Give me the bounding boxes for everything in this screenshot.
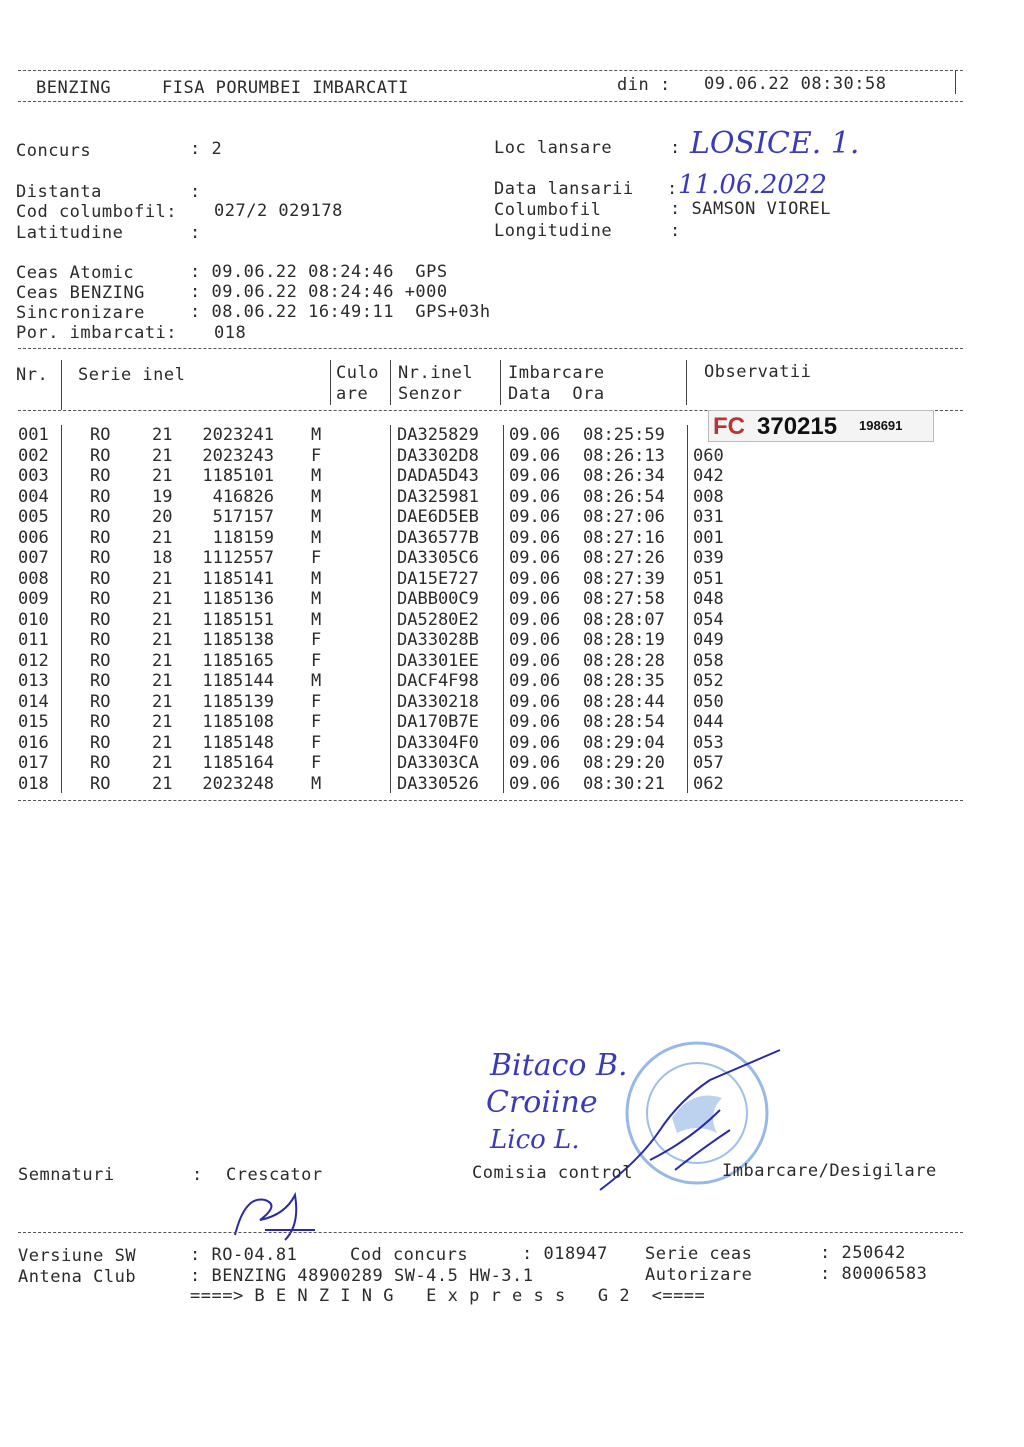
header-edge bbox=[955, 70, 956, 94]
serie-ceas-value: : 250642 bbox=[820, 1243, 906, 1263]
cell-sex: M bbox=[311, 425, 322, 445]
cell-nr: 014 bbox=[18, 691, 49, 712]
col-header-senzor: Senzor bbox=[398, 384, 463, 404]
cell-sen: DA170B7E bbox=[397, 712, 479, 732]
body-col-sep bbox=[390, 425, 391, 793]
table-row bbox=[0, 692, 1024, 713]
cell-yr: 18 bbox=[152, 548, 173, 568]
cell-dt: 09.06 bbox=[509, 548, 561, 568]
latitudine-label: Latitudine bbox=[16, 223, 124, 243]
cell-nr: 008 bbox=[18, 568, 49, 589]
cod-columbofil-label: Cod columbofil: bbox=[16, 202, 178, 222]
cell-dt: 09.06 bbox=[509, 630, 561, 650]
cell-dt: 09.06 bbox=[509, 773, 561, 794]
cell-dt: 09.06 bbox=[509, 691, 561, 712]
table-row bbox=[0, 610, 1024, 631]
col-header-nr: Nr. bbox=[16, 365, 49, 385]
cell-obs: 053 bbox=[693, 732, 724, 753]
cell-sen: DA3303CA bbox=[397, 753, 479, 773]
cell-yr: 21 bbox=[152, 527, 173, 548]
cell-ring: 2023248 bbox=[202, 773, 274, 794]
cell-sex: M bbox=[311, 773, 322, 794]
cell-obs: 001 bbox=[693, 527, 724, 548]
crescator-label: Crescator bbox=[226, 1165, 323, 1185]
cell-dt: 09.06 bbox=[509, 753, 561, 773]
header-col-sep bbox=[686, 360, 687, 405]
cell-nr: 016 bbox=[18, 732, 49, 753]
cell-sen: DAE6D5EB bbox=[397, 507, 479, 527]
din-value: 09.06.22 08:30:58 bbox=[704, 74, 887, 94]
cell-dt: 09.06 bbox=[509, 650, 561, 671]
cell-sex: F bbox=[311, 691, 322, 712]
cod-columbofil-value: 027/2 029178 bbox=[214, 201, 343, 221]
header-divider bbox=[18, 101, 963, 102]
cell-ring: 1185138 bbox=[202, 630, 274, 650]
cell-nr: 012 bbox=[18, 650, 49, 671]
data-lansarii-handwritten: 11.06.2022 bbox=[678, 170, 827, 200]
cell-cty: RO bbox=[90, 507, 111, 527]
cell-dt: 09.06 bbox=[509, 445, 561, 466]
latitudine-value: : bbox=[190, 223, 201, 243]
cell-sex: M bbox=[311, 527, 322, 548]
cell-cty: RO bbox=[90, 609, 111, 630]
header-col-sep bbox=[500, 360, 501, 405]
cell-sex: F bbox=[311, 548, 322, 568]
cell-yr: 21 bbox=[152, 568, 173, 589]
table-row bbox=[0, 774, 1024, 795]
cell-cty: RO bbox=[90, 691, 111, 712]
body-col-sep bbox=[61, 425, 62, 793]
sincronizare-label: Sincronizare bbox=[16, 303, 145, 323]
cell-ring: 1185148 bbox=[202, 732, 274, 753]
cell-dt: 09.06 bbox=[509, 568, 561, 589]
header-col-sep bbox=[61, 360, 62, 410]
cell-tm: 08:29:20 bbox=[583, 753, 665, 773]
cell-sex: F bbox=[311, 753, 322, 773]
cell-cty: RO bbox=[90, 773, 111, 794]
cell-ring: 1185139 bbox=[202, 691, 274, 712]
cell-obs: 008 bbox=[693, 486, 724, 507]
cell-obs: 052 bbox=[693, 671, 724, 691]
semnaturi-label: Semnaturi bbox=[18, 1165, 115, 1185]
sticker-number: 370215 bbox=[757, 413, 838, 440]
table-row bbox=[0, 712, 1024, 733]
cell-tm: 08:26:13 bbox=[583, 445, 665, 466]
cell-cty: RO bbox=[90, 527, 111, 548]
cell-cty: RO bbox=[90, 650, 111, 671]
cell-ring: 2023243 bbox=[202, 445, 274, 466]
cell-obs: 058 bbox=[693, 650, 724, 671]
cell-tm: 08:26:54 bbox=[583, 486, 665, 507]
table-row bbox=[0, 466, 1024, 487]
cell-cty: RO bbox=[90, 548, 111, 568]
cell-sex: M bbox=[311, 671, 322, 691]
cod-concurs-label: Cod concurs bbox=[350, 1245, 469, 1265]
header-col-sep bbox=[390, 360, 391, 405]
sticker-prefix: FC bbox=[713, 413, 745, 440]
benzing-express-banner: ====> B E N Z I N G E x p r e s s G 2 <==== bbox=[190, 1286, 706, 1306]
columbofil-label: Columbofil bbox=[494, 200, 602, 220]
imbarcare-desigilare-label: Imbarcare/Desigilare bbox=[722, 1161, 937, 1181]
cell-sen: DA330218 bbox=[397, 691, 479, 712]
table-top-divider bbox=[18, 348, 963, 349]
cell-tm: 08:28:54 bbox=[583, 712, 665, 732]
col-header-data-ora: Data Ora bbox=[508, 384, 605, 404]
cell-obs: 042 bbox=[693, 466, 724, 486]
porumbei-imbarcati-label: Por. imbarcati: bbox=[16, 323, 178, 343]
cell-yr: 21 bbox=[152, 609, 173, 630]
cell-sex: M bbox=[311, 589, 322, 609]
cell-sex: F bbox=[311, 630, 322, 650]
table-row bbox=[0, 753, 1024, 774]
cell-sex: F bbox=[311, 445, 322, 466]
cell-tm: 08:30:21 bbox=[583, 773, 665, 794]
cell-yr: 21 bbox=[152, 753, 173, 773]
cell-sen: DA15E727 bbox=[397, 568, 479, 589]
antena-club-value: : BENZING 48900289 SW-4.5 HW-3.1 bbox=[190, 1266, 534, 1286]
cell-yr: 21 bbox=[152, 650, 173, 671]
cell-tm: 08:26:34 bbox=[583, 466, 665, 486]
cell-ring: 416826 bbox=[212, 486, 274, 507]
sincronizare-value: : 08.06.22 16:49:11 GPS+03h bbox=[190, 302, 491, 322]
cell-obs: 051 bbox=[693, 568, 724, 589]
cell-ring: 1185141 bbox=[202, 568, 274, 589]
cell-ring: 1185144 bbox=[202, 671, 274, 691]
cell-tm: 08:25:59 bbox=[583, 425, 665, 445]
din-label: din : bbox=[617, 75, 671, 95]
columbofil-value: : SAMSON VIOREL bbox=[670, 199, 832, 219]
table-row bbox=[0, 733, 1024, 754]
cell-nr: 015 bbox=[18, 712, 49, 732]
cell-ring: 1185164 bbox=[202, 753, 274, 773]
cell-tm: 08:28:44 bbox=[583, 691, 665, 712]
cell-yr: 21 bbox=[152, 589, 173, 609]
cell-ring: 1185151 bbox=[202, 609, 274, 630]
cell-tm: 08:27:06 bbox=[583, 507, 665, 527]
cell-sen: DA33028B bbox=[397, 630, 479, 650]
sticker-small-number: 198691 bbox=[859, 418, 903, 433]
cell-tm: 08:29:04 bbox=[583, 732, 665, 753]
cell-sen: DA3304F0 bbox=[397, 732, 479, 753]
cell-yr: 21 bbox=[152, 691, 173, 712]
header-brand: BENZING bbox=[36, 78, 112, 98]
cell-sex: M bbox=[311, 568, 322, 589]
loc-lansare-handwritten: LOSICE. 1. bbox=[690, 126, 860, 161]
ceas-atomic-value: : 09.06.22 08:24:46 GPS bbox=[190, 262, 448, 282]
longitudine-value: : bbox=[670, 221, 681, 241]
cell-cty: RO bbox=[90, 425, 111, 445]
cell-obs: 031 bbox=[693, 507, 724, 527]
cell-sen: DA325829 bbox=[397, 425, 479, 445]
cell-cty: RO bbox=[90, 732, 111, 753]
cell-nr: 001 bbox=[18, 425, 49, 445]
table-bottom-divider bbox=[18, 800, 963, 801]
cell-dt: 09.06 bbox=[509, 527, 561, 548]
body-col-sep bbox=[503, 425, 504, 793]
cell-cty: RO bbox=[90, 466, 111, 486]
table-row bbox=[0, 507, 1024, 528]
col-header-imbarcare: Imbarcare bbox=[508, 363, 605, 383]
cell-tm: 08:28:07 bbox=[583, 609, 665, 630]
comisia-control-label: Comisia control bbox=[472, 1163, 634, 1183]
cell-obs: 048 bbox=[693, 589, 724, 609]
cell-nr: 009 bbox=[18, 589, 49, 609]
cell-dt: 09.06 bbox=[509, 486, 561, 507]
cod-concurs-value: : 018947 bbox=[522, 1244, 608, 1264]
cell-obs: 044 bbox=[693, 712, 724, 732]
cell-yr: 21 bbox=[152, 671, 173, 691]
cell-nr: 011 bbox=[18, 630, 49, 650]
cell-obs: 060 bbox=[693, 445, 724, 466]
table-row bbox=[0, 528, 1024, 549]
ceas-benzing-label: Ceas BENZING bbox=[16, 283, 145, 303]
cell-sen: DA36577B bbox=[397, 527, 479, 548]
cell-nr: 005 bbox=[18, 507, 49, 527]
cell-nr: 003 bbox=[18, 466, 49, 486]
cell-sex: F bbox=[311, 732, 322, 753]
autorizare-value: : 80006583 bbox=[820, 1264, 928, 1284]
cell-yr: 21 bbox=[152, 712, 173, 732]
concurs-label: Concurs bbox=[16, 141, 92, 161]
versiune-sw-label: Versiune SW bbox=[18, 1246, 137, 1266]
autorizare-label: Autorizare bbox=[645, 1265, 753, 1285]
cell-sen: DACF4F98 bbox=[397, 671, 479, 691]
table-row bbox=[0, 651, 1024, 672]
cell-cty: RO bbox=[90, 712, 111, 732]
signature-commission-1: Bitaco B. bbox=[490, 1048, 628, 1083]
cell-nr: 017 bbox=[18, 753, 49, 773]
cell-yr: 21 bbox=[152, 773, 173, 794]
cell-obs: 054 bbox=[693, 609, 724, 630]
cell-sen: DA325981 bbox=[397, 486, 479, 507]
versiune-sw-value: : RO-04.81 bbox=[190, 1245, 298, 1265]
cell-nr: 006 bbox=[18, 527, 49, 548]
cell-sex: F bbox=[311, 712, 322, 732]
cell-cty: RO bbox=[90, 630, 111, 650]
ceas-atomic-label: Ceas Atomic bbox=[16, 263, 135, 283]
cell-tm: 08:28:28 bbox=[583, 650, 665, 671]
col-header-culo: Culo bbox=[336, 363, 379, 383]
table-row bbox=[0, 548, 1024, 569]
cell-sex: M bbox=[311, 507, 322, 527]
cell-ring: 118159 bbox=[212, 527, 274, 548]
cell-sex: M bbox=[311, 466, 322, 486]
cell-cty: RO bbox=[90, 445, 111, 466]
cell-sex: M bbox=[311, 486, 322, 507]
cell-dt: 09.06 bbox=[509, 712, 561, 732]
semnaturi-colon: : bbox=[192, 1165, 203, 1185]
table-row bbox=[0, 589, 1024, 610]
cell-cty: RO bbox=[90, 486, 111, 507]
table-row bbox=[0, 446, 1024, 467]
cell-nr: 018 bbox=[18, 773, 49, 794]
header-col-sep bbox=[330, 360, 331, 405]
cell-sex: M bbox=[311, 609, 322, 630]
cell-tm: 08:27:58 bbox=[583, 589, 665, 609]
cell-cty: RO bbox=[90, 753, 111, 773]
top-divider bbox=[18, 70, 963, 71]
cell-dt: 09.06 bbox=[509, 589, 561, 609]
cell-sex: F bbox=[311, 650, 322, 671]
body-col-sep bbox=[687, 425, 688, 793]
data-lansarii-colon: : bbox=[667, 179, 678, 199]
cell-ring: 1112557 bbox=[202, 548, 274, 568]
cell-cty: RO bbox=[90, 589, 111, 609]
distanta-value: : bbox=[190, 182, 201, 202]
cell-yr: 20 bbox=[152, 507, 173, 527]
cell-obs: 057 bbox=[693, 753, 724, 773]
footer-divider bbox=[18, 1232, 963, 1233]
cell-dt: 09.06 bbox=[509, 507, 561, 527]
ceas-benzing-value: : 09.06.22 08:24:46 +000 bbox=[190, 282, 448, 302]
cell-sen: DADA5D43 bbox=[397, 466, 479, 486]
cell-ring: 1185136 bbox=[202, 589, 274, 609]
ring-label-sticker bbox=[708, 410, 934, 442]
cell-sen: DA3305C6 bbox=[397, 548, 479, 568]
cell-sen: DABB00C9 bbox=[397, 589, 479, 609]
cell-nr: 002 bbox=[18, 445, 49, 466]
loc-lansare-colon: : bbox=[670, 138, 681, 158]
table-row bbox=[0, 487, 1024, 508]
cell-obs: 062 bbox=[693, 773, 724, 794]
col-header-are: are bbox=[336, 384, 369, 404]
cell-sen: DA3301EE bbox=[397, 650, 479, 671]
cell-dt: 09.06 bbox=[509, 609, 561, 630]
cell-yr: 21 bbox=[152, 425, 173, 445]
cell-sen: DA3302D8 bbox=[397, 445, 479, 466]
cell-nr: 013 bbox=[18, 671, 49, 691]
table-row bbox=[0, 671, 1024, 692]
cell-cty: RO bbox=[90, 671, 111, 691]
cell-tm: 08:27:16 bbox=[583, 527, 665, 548]
serie-ceas-label: Serie ceas bbox=[645, 1244, 753, 1264]
porumbei-imbarcati-value: 018 bbox=[214, 323, 247, 343]
cell-dt: 09.06 bbox=[509, 425, 561, 445]
cell-tm: 08:28:19 bbox=[583, 630, 665, 650]
table-row bbox=[0, 569, 1024, 590]
cell-yr: 21 bbox=[152, 630, 173, 650]
cell-obs: 039 bbox=[693, 548, 724, 568]
distanta-label: Distanta bbox=[16, 182, 102, 202]
cell-ring: 1185108 bbox=[202, 712, 274, 732]
cell-ring: 1185101 bbox=[202, 466, 274, 486]
table-row bbox=[0, 630, 1024, 651]
cell-cty: RO bbox=[90, 568, 111, 589]
signature-crescator bbox=[225, 1185, 325, 1245]
cell-dt: 09.06 bbox=[509, 671, 561, 691]
cell-tm: 08:27:39 bbox=[583, 568, 665, 589]
longitudine-label: Longitudine bbox=[494, 221, 613, 241]
cell-sen: DA330526 bbox=[397, 773, 479, 794]
col-header-nr-inel: Nr.inel bbox=[398, 363, 474, 383]
data-lansarii-label: Data lansarii bbox=[494, 179, 634, 199]
cell-dt: 09.06 bbox=[509, 466, 561, 486]
cell-ring: 517157 bbox=[212, 507, 274, 527]
cell-yr: 19 bbox=[152, 486, 173, 507]
cell-nr: 004 bbox=[18, 486, 49, 507]
cell-ring: 2023241 bbox=[202, 425, 274, 445]
col-header-serie-inel: Serie inel bbox=[78, 365, 186, 385]
col-header-observatii: Observatii bbox=[704, 362, 812, 382]
page-title: FISA PORUMBEI IMBARCATI bbox=[162, 78, 409, 98]
cell-tm: 08:27:26 bbox=[583, 548, 665, 568]
concurs-value: : 2 bbox=[190, 139, 223, 159]
cell-tm: 08:28:35 bbox=[583, 671, 665, 691]
cell-ring: 1185165 bbox=[202, 650, 274, 671]
cell-sen: DA5280E2 bbox=[397, 609, 479, 630]
cell-yr: 21 bbox=[152, 732, 173, 753]
antena-club-label: Antena Club bbox=[18, 1267, 137, 1287]
cell-nr: 010 bbox=[18, 609, 49, 630]
cell-dt: 09.06 bbox=[509, 732, 561, 753]
cell-yr: 21 bbox=[152, 466, 173, 486]
cell-obs: 049 bbox=[693, 630, 724, 650]
signature-commission-3: Lico L. bbox=[490, 1125, 580, 1155]
signature-commission-2: Croiine bbox=[486, 1085, 598, 1120]
loc-lansare-label: Loc lansare bbox=[494, 138, 613, 158]
cell-yr: 21 bbox=[152, 445, 173, 466]
cell-obs: 050 bbox=[693, 691, 724, 712]
cell-nr: 007 bbox=[18, 548, 49, 568]
